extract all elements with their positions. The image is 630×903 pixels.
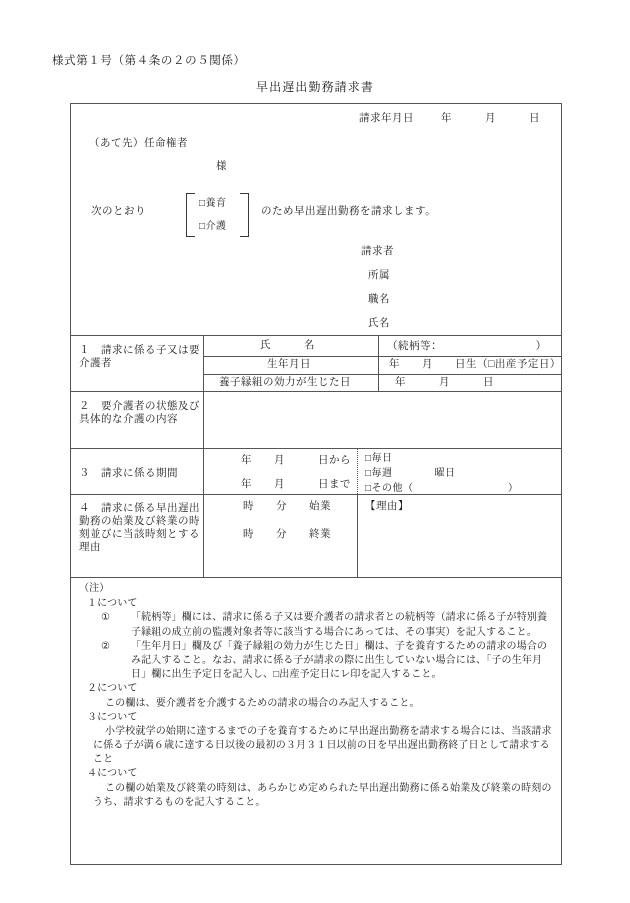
notes-section — [79, 582, 553, 810]
note-1-item-2-text: 「生年月日」欄及び「養子縁組の効力が生じた日」欄は、子を養育するための請求の場合のみ記入すること。なお、請求に係る子が請求の際に出生していない場合には、「子の生年月日」欄に出生予定日を記入し、□出産予定日にレ印を記入すること。 — [131, 640, 548, 681]
note-2-text: この欄は、要介護者を介護するための請求の場合のみ記入すること。 — [105, 697, 420, 709]
row1-adoption-field[interactable]: 年 月 日 — [395, 377, 494, 388]
row-divider-5 — [71, 577, 561, 578]
column-divider-left — [203, 335, 204, 577]
column-divider-row3-dotted — [357, 448, 358, 494]
row1-relation-field[interactable]: （続柄等： ） — [387, 341, 547, 352]
row4-reason-label: 【理由】 — [365, 501, 409, 512]
document-title: 早出遅出勤務請求書 — [256, 80, 374, 94]
row4-reason-input-area[interactable] — [365, 518, 555, 572]
note-1-item-2-marker: ② — [101, 640, 111, 652]
note-1-item-1-text: 「続柄等」欄には、請求に係る子又は要介護者の請求者との続柄等（請求に係る子が特別養子縁組の成立前の監護対象者等に該当する場合にあっては、その事実）を記入すること。 — [131, 612, 548, 638]
row1-label: １ 請求に係る子又は要介護者 — [79, 345, 200, 370]
row1-subdivider-1 — [203, 356, 561, 357]
row1-name-label: 氏 名 — [260, 340, 315, 351]
row4-label: ４ 請求に係る早出遅出勤務の始業及び終業の時刻並びに当該時刻とする理由 — [79, 503, 200, 554]
note-1-item-1-marker: ① — [101, 612, 111, 624]
form-outer-frame — [70, 103, 562, 865]
note-3-heading: ３について — [87, 711, 138, 723]
row3-option-weekly[interactable]: □毎週 曜日 — [365, 468, 456, 479]
note-2-heading: ２について — [87, 683, 138, 695]
job-title-label: 職名 — [368, 294, 390, 305]
note-4-text: この欄の始業及び終業の時刻は、あらかじめ定められた早出遅出勤務に係る始業及び終業の時刻のうち、請求するものを記入すること。 — [93, 782, 552, 808]
note-4-heading: ４について — [87, 768, 138, 780]
addressee-honorific: 様 — [216, 161, 227, 172]
row-divider-1 — [71, 335, 561, 336]
affiliation-label: 所属 — [368, 270, 390, 281]
row3-period-from[interactable]: 年 月 日から — [241, 455, 351, 466]
checkbox-nursing[interactable]: □介護 — [199, 221, 227, 232]
column-divider-right-row1 — [378, 335, 379, 391]
statement-tail: のため早出遅出勤務を請求します。 — [261, 206, 437, 217]
column-divider-row4 — [357, 494, 358, 577]
notes-heading: （注） — [79, 583, 110, 594]
note-1-item-1 — [101, 611, 553, 639]
row3-option-other[interactable]: □その他（ ） — [365, 483, 519, 494]
row3-period-to[interactable]: 年 月 日まで — [241, 479, 351, 490]
row3-option-daily[interactable]: □毎日 — [365, 453, 393, 464]
row-divider-3 — [71, 448, 561, 449]
statement-lead: 次のとおり — [91, 206, 146, 217]
note-3-text: 小学校就学の始期に達するまでの子を養育するために早出遅出勤務を請求する場合には、当該請求に係る子が満６歳に達する日以後の最初の３月３１日以前の日を早出遅出勤務終了日として請求すること — [93, 725, 552, 766]
row1-adoption-label: 養子縁組の効力が生じた日 — [219, 377, 351, 388]
request-date-fields[interactable]: 年 月 日 — [441, 113, 540, 124]
addressee-label: （あて先）任命権者 — [89, 138, 188, 149]
claimant-label: 請求者 — [361, 246, 394, 257]
row1-subdivider-2 — [203, 374, 561, 375]
row4-start-time[interactable]: 時 分 始業 — [243, 501, 331, 512]
checkbox-childcare[interactable]: □養育 — [199, 198, 227, 209]
row1-birthdate-field[interactable]: 年 月 日生（□出産予定日） — [389, 359, 561, 370]
form-header-block — [71, 104, 561, 335]
row2-label: ２ 要介護者の状態及び具体的な介護の内容 — [79, 401, 200, 426]
request-date-label: 請求年月日 — [359, 113, 414, 124]
row1-birthdate-label: 生年月日 — [267, 359, 311, 370]
form-number: 様式第１号（第４条の２の５関係） — [52, 55, 246, 67]
note-1-item-2 — [101, 640, 553, 683]
note-1-heading: １について — [87, 598, 138, 610]
claimant-name-label: 氏名 — [368, 318, 390, 329]
row3-label: ３ 請求に係る期間 — [79, 468, 178, 479]
row4-end-time[interactable]: 時 分 終業 — [243, 529, 331, 540]
row-divider-2 — [71, 391, 561, 392]
row2-input-area[interactable] — [211, 400, 556, 438]
